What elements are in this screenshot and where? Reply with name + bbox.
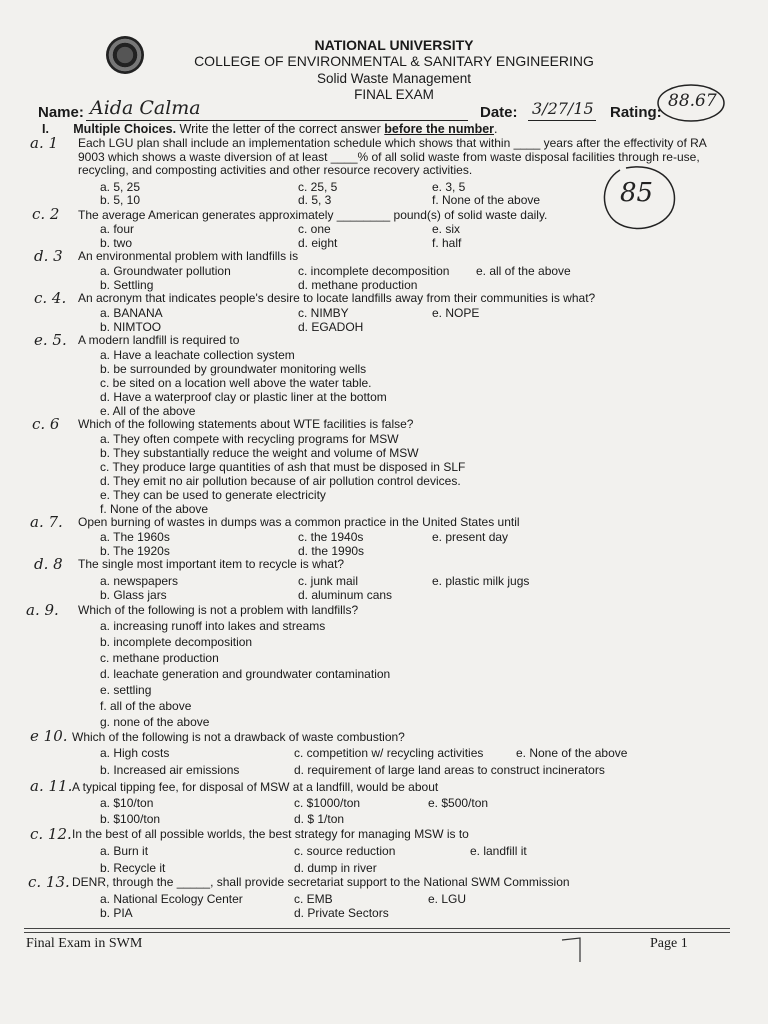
section-title: Multiple Choices. xyxy=(73,122,177,136)
section-period: . xyxy=(494,122,498,136)
answer-mark: c. 4. xyxy=(34,289,67,307)
option: d. requirement of large land areas to construct incinerators xyxy=(294,763,605,777)
question-text: A modern landfill is required to xyxy=(78,333,240,347)
option: c. source reduction xyxy=(294,844,396,858)
section-instruction: Write the letter of the correct answer xyxy=(179,122,381,136)
option: f. None of the above xyxy=(100,502,209,516)
answer-mark: c. 2 xyxy=(32,205,60,223)
option: a. four xyxy=(100,222,135,236)
question-text: Which of the following statements about WTE facilities is false? xyxy=(78,417,414,431)
pen-stroke-icon xyxy=(560,934,590,964)
option: a. Burn it xyxy=(100,844,149,858)
option: b. two xyxy=(100,236,133,250)
option: d. eight xyxy=(298,236,338,250)
option: c. NIMBY xyxy=(298,306,349,320)
option: b. PIA xyxy=(100,906,133,920)
answer-mark: d. 3 xyxy=(34,247,63,265)
option: c. junk mail xyxy=(298,574,359,588)
answer-mark: e. 5. xyxy=(34,331,67,349)
question-text: An environmental problem with landfills is xyxy=(78,249,299,263)
question-text: Open burning of wastes in dumps was a common practice in the United States until xyxy=(78,515,520,529)
option: b. $100/ton xyxy=(100,812,161,826)
option: d. EGADOH xyxy=(298,320,364,334)
option: b. incomplete decomposition xyxy=(100,635,253,649)
score-value: 85 xyxy=(620,178,654,208)
option: a. National Ecology Center xyxy=(100,892,243,906)
answer-mark: e 10. xyxy=(30,727,68,745)
option: d. aluminum cans xyxy=(298,588,393,602)
option: b. 5, 10 xyxy=(100,193,141,207)
option: e. plastic milk jugs xyxy=(432,574,530,588)
option: a. $10/ton xyxy=(100,796,154,810)
name-label: Name: xyxy=(38,104,84,121)
footer-title: Final Exam in SWM xyxy=(26,936,143,951)
question-text: The average American generates approximately ________ pound(s) of solid waste daily. xyxy=(78,208,548,222)
option: c. incomplete decomposition xyxy=(298,264,450,278)
question-text: A typical tipping fee, for disposal of MSW at a landfill, would be about xyxy=(72,780,439,794)
question-text: Which of the following is not a problem with landfills? xyxy=(78,603,359,617)
section-number: I. xyxy=(42,122,49,136)
option: c. be sited on a location well above the water table. xyxy=(100,376,372,390)
name-underline xyxy=(86,120,468,121)
university-name: NATIONAL UNIVERSITY xyxy=(314,37,474,53)
option: b. They substantially reduce the weight and volume of MSW xyxy=(100,446,419,460)
answer-mark: a. 9. xyxy=(26,601,59,619)
option: c. They produce large quantities of ash that must be disposed in SLF xyxy=(100,460,466,474)
option: e. $500/ton xyxy=(428,796,489,810)
option: b. The 1920s xyxy=(100,544,170,558)
answer-mark: a. 7. xyxy=(30,513,63,531)
course-name: Solid Waste Management xyxy=(316,71,472,86)
option: a. increasing runoff into lakes and streams xyxy=(100,619,326,633)
option: d. They emit no air pollution because of air pollution control devices. xyxy=(100,474,461,488)
option: a. They often compete with recycling programs for MSW xyxy=(100,432,399,446)
footer-rule xyxy=(24,928,730,933)
option: c. methane production xyxy=(100,651,219,665)
date-underline xyxy=(528,120,596,121)
option: c. one xyxy=(298,222,331,236)
question-text: Each LGU plan shall include an implementation schedule which shows that within ____ years after the effectivity of RA 9003 which shows a waste diversion of at least ____% of all solid waste from waste disposal facilities through re-use, recycling, and composting activities and other resource recovery activities. xyxy=(78,136,707,177)
answer-mark: a. 11. xyxy=(30,777,73,795)
section-heading xyxy=(42,122,498,136)
option: e. NOPE xyxy=(432,306,480,320)
question-text: The single most important item to recycle is what? xyxy=(78,557,345,571)
option: c. $1000/ton xyxy=(294,796,361,810)
option: d. methane production xyxy=(298,278,418,292)
name-value: Aida Calma xyxy=(90,97,201,119)
page-number: Page 1 xyxy=(650,936,688,951)
option: b. Recycle it xyxy=(100,861,166,875)
option: a. Groundwater pollution xyxy=(100,264,231,278)
answer-mark: c. 13. xyxy=(28,873,70,891)
option: c. 25, 5 xyxy=(298,180,338,194)
option: b. NIMTOO xyxy=(100,320,162,334)
option: a. High costs xyxy=(100,746,170,760)
option: d. the 1990s xyxy=(298,544,365,558)
option: f. half xyxy=(432,236,462,250)
option: a. BANANA xyxy=(100,306,163,320)
option: d. $ 1/ton xyxy=(294,812,345,826)
rating-label: Rating: xyxy=(610,104,662,121)
option: a. Have a leachate collection system xyxy=(100,348,295,362)
option: g. none of the above xyxy=(100,715,210,729)
option: f. None of the above xyxy=(432,193,541,207)
college-name: COLLEGE OF ENVIRONMENTAL & SANITARY ENGINEERING xyxy=(194,53,594,69)
option: d. Private Sectors xyxy=(294,906,389,920)
question-text: An acronym that indicates people's desire to locate landfills away from their communities is what? xyxy=(78,291,596,305)
option: e. LGU xyxy=(428,892,467,906)
option: a. newspapers xyxy=(100,574,179,588)
option: d. dump in river xyxy=(294,861,377,875)
answer-mark: c. 12. xyxy=(30,825,72,843)
option: e. six xyxy=(432,222,461,236)
option: b. be surrounded by groundwater monitoring wells xyxy=(100,362,367,376)
option: f. all of the above xyxy=(100,699,192,713)
option: b. Settling xyxy=(100,278,154,292)
option: e. all of the above xyxy=(476,264,571,278)
exam-title: FINAL EXAM xyxy=(354,87,434,102)
option: e. All of the above xyxy=(100,404,196,418)
option: d. leachate generation and groundwater contamination xyxy=(100,667,391,681)
date-value: 3/27/15 xyxy=(532,99,594,118)
section-instruction-emphasis: before the number xyxy=(384,122,495,136)
option: b. Increased air emissions xyxy=(100,763,240,777)
question-text: In the best of all possible worlds, the best strategy for managing MSW is to xyxy=(72,827,469,841)
option: c. competition w/ recycling activities xyxy=(294,746,484,760)
option: e. None of the above xyxy=(516,746,628,760)
question-text: DENR, through the _____, shall provide secretariat support to the National SWM Commission xyxy=(72,875,570,889)
option: e. settling xyxy=(100,683,152,697)
question-text: Which of the following is not a drawback of waste combustion? xyxy=(72,730,405,744)
option: e. landfill it xyxy=(470,844,527,858)
rating-value: 88.67 xyxy=(668,91,717,111)
option: b. Glass jars xyxy=(100,588,167,602)
answer-mark: a. 1 xyxy=(30,134,59,152)
option: e. present day xyxy=(432,530,509,544)
answer-mark: c. 6 xyxy=(32,415,60,433)
option: e. They can be used to generate electricity xyxy=(100,488,326,502)
option: c. EMB xyxy=(294,892,333,906)
option: c. the 1940s xyxy=(298,530,364,544)
option: e. 3, 5 xyxy=(432,180,466,194)
option: d. 5, 3 xyxy=(298,193,332,207)
option: a. 5, 25 xyxy=(100,180,141,194)
date-label: Date: xyxy=(480,104,518,121)
option: d. Have a waterproof clay or plastic liner at the bottom xyxy=(100,390,387,404)
answer-mark: d. 8 xyxy=(34,555,63,573)
option: a. The 1960s xyxy=(100,530,170,544)
